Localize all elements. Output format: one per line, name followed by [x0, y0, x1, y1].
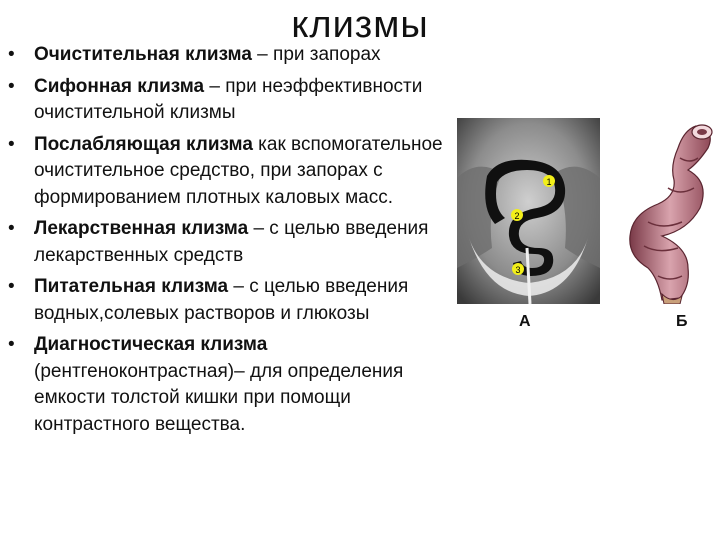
- bullet: •: [8, 44, 15, 65]
- colon-illustration: [618, 118, 720, 304]
- xray-drawing: [457, 118, 600, 304]
- item-term: Послабляющая клизма: [34, 133, 253, 155]
- item-description: – при неэффективности очистительной клизмы: [34, 75, 423, 123]
- item-term: Диагностическая клизма: [34, 334, 268, 355]
- list-item: [8, 132, 456, 212]
- figure-caption-b: Б: [676, 313, 688, 330]
- xray-image: [457, 118, 600, 304]
- bullet: •: [8, 75, 15, 97]
- item-description: (рентгеноконтрастная)– для определения емкости толстой кишки при помощи контрастного вещества.: [34, 360, 404, 435]
- item-term: Лекарственная клизма: [34, 218, 249, 239]
- bullet: •: [8, 133, 15, 155]
- item-description: – с целью введения лекарственных средств: [34, 218, 429, 266]
- xray-marker-2: 2: [514, 211, 520, 221]
- list-item: [8, 42, 456, 69]
- xray-marker-3: 3: [515, 265, 521, 275]
- slide-title: клизмы: [291, 4, 429, 46]
- list-item: [8, 74, 456, 127]
- list-item: [8, 332, 456, 438]
- item-term: Питательная клизма: [34, 276, 229, 297]
- item-description: – при запорах: [251, 44, 381, 65]
- xray-marker-1: 1: [546, 177, 552, 187]
- bullet: •: [8, 276, 15, 297]
- bullet: •: [8, 334, 15, 355]
- item-term: Сифонная клизма: [34, 75, 205, 97]
- item-term: Очистительная клизма: [34, 44, 252, 65]
- list-item: [8, 216, 456, 269]
- colon-drawing: [618, 118, 720, 304]
- enema-types-list: [8, 42, 456, 443]
- item-description: как вспомогательное очистительное средство, при запорах с формированием плотных каловых масс.: [34, 133, 443, 208]
- list-item: [8, 274, 456, 327]
- figure-caption-a: А: [519, 313, 531, 330]
- item-description: – с целью введения водных,солевых растворов и глюкозы: [34, 276, 409, 324]
- bullet: •: [8, 218, 15, 239]
